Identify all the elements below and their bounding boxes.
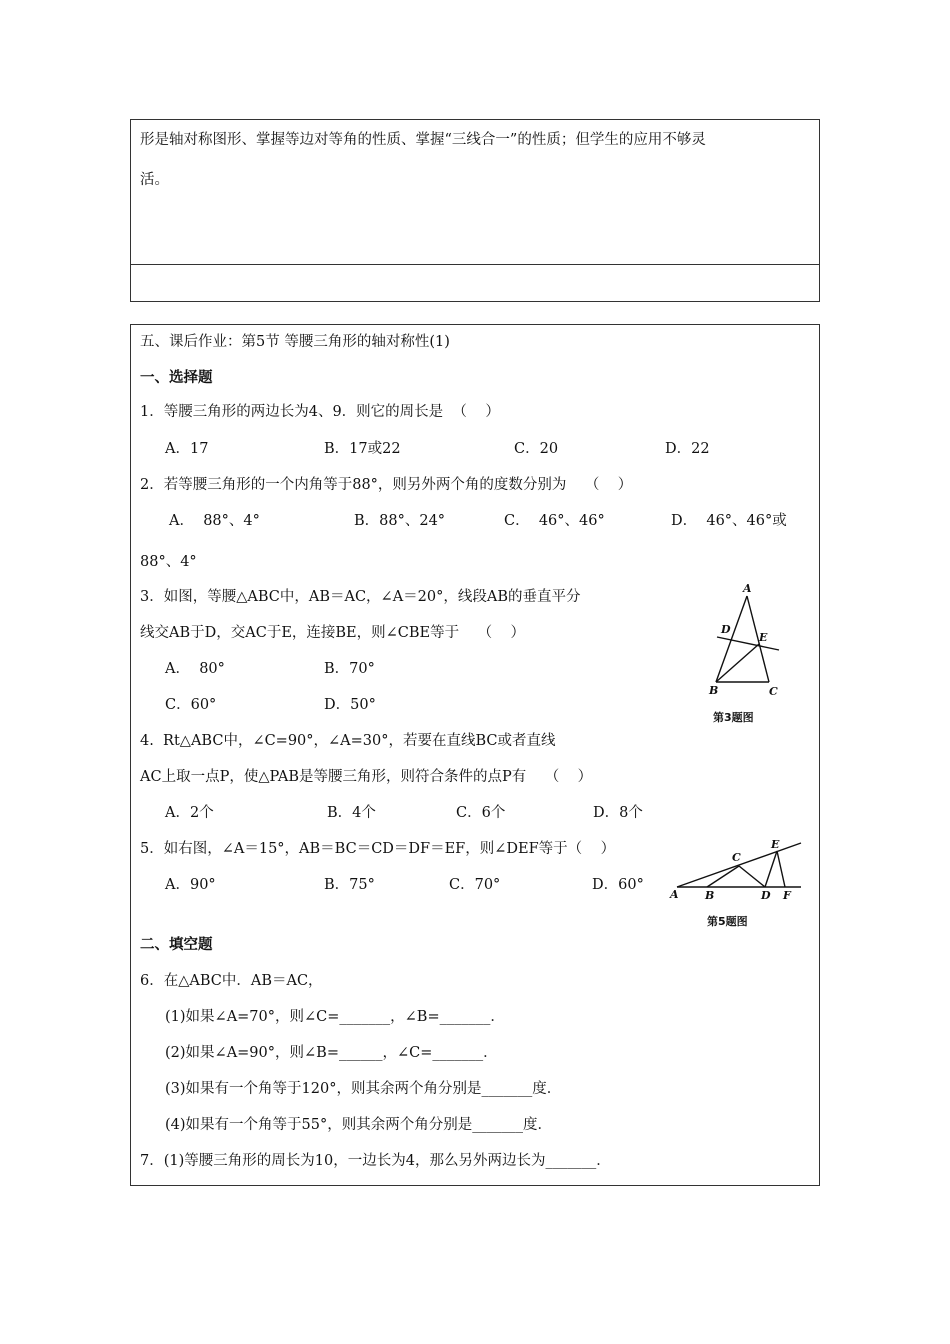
question-3-option-a: A． 80° — [165, 661, 225, 677]
q5-label-b: B — [705, 889, 715, 902]
q5-upper-ray — [677, 843, 801, 887]
q3-label-c: C — [769, 685, 778, 698]
question-4-option-b: B．4个 — [327, 805, 376, 821]
q3-label-b: B — [709, 684, 719, 697]
question-3-option-c: C．60° — [165, 697, 217, 713]
question-5-figure-caption: 第5题图 — [707, 915, 748, 928]
section-choice-title: 一、选择题 — [140, 370, 213, 386]
top-text-box — [130, 119, 820, 302]
q5-label-c: C — [732, 851, 741, 864]
question-6-stem: 6．在△ABC中．AB＝AC， — [140, 973, 323, 989]
question-3-figure-caption: 第3题图 — [713, 711, 754, 724]
question-2-option-b: B．88°、24° — [354, 513, 446, 529]
q5-segment-de — [765, 851, 777, 887]
question-3-stem-line-1: 3．如图，等腰△ABC中，AB＝AC，∠A＝20°，线段AB的垂直平分 — [140, 589, 581, 605]
question-5-option-b: B．75° — [324, 877, 375, 893]
top-text-line-2: 活。 — [140, 172, 169, 188]
q5-segment-cd — [739, 866, 765, 887]
question-3-figure — [699, 581, 809, 701]
q5-label-d: D — [761, 889, 771, 902]
question-5-option-d: D．60° — [592, 877, 644, 893]
question-3-option-d: D．50° — [324, 697, 376, 713]
question-4-option-d: D．8个 — [593, 805, 643, 821]
question-1-option-b: B．17或22 — [324, 441, 401, 457]
question-4-stem-line-2: AC上取一点P，使△PAB是等腰三角形，则符合条件的点P有 （ ） — [140, 769, 593, 785]
question-2-continuation: 88°、4° — [140, 554, 197, 570]
question-6-part-2: (2)如果∠A=90°，则∠B=______，∠C=_______． — [165, 1045, 498, 1061]
question-5-option-a: A．90° — [165, 877, 216, 893]
homework-box — [130, 324, 820, 1186]
question-1-stem: 1．等腰三角形的两边长为4、9．则它的周长是 （ ） — [140, 404, 500, 420]
question-6-part-3: (3)如果有一个角等于120°，则其余两个角分别是_______度． — [165, 1081, 562, 1097]
question-4-option-a: A．2个 — [165, 805, 214, 821]
q5-segment-bc — [707, 866, 739, 887]
q5-label-e: E — [771, 838, 780, 851]
q3-label-e: E — [759, 631, 768, 644]
question-6-part-4: (4)如果有一个角等于55°，则其余两个角分别是_______度． — [165, 1117, 552, 1133]
question-1-option-c: C．20 — [514, 441, 559, 457]
question-3-stem-line-2: 线交AB于D，交AC于E，连接BE，则∠CBE等于 （ ） — [140, 625, 525, 641]
q5-label-a: A — [670, 888, 679, 901]
section-fill-title: 二、填空题 — [140, 937, 213, 953]
question-4-option-c: C．6个 — [456, 805, 506, 821]
q5-label-f: F — [783, 889, 791, 902]
question-2-option-a: A． 88°、4° — [169, 513, 260, 529]
q3-label-a: A — [743, 582, 752, 595]
q3-label-d: D — [721, 623, 731, 636]
q5-segment-ef — [777, 851, 785, 887]
question-4-stem-line-1: 4. Rt△ABC中，∠C=90°，∠A=30°，若要在直线BC或者直线 — [140, 733, 556, 749]
question-5-stem: 5．如右图，∠A＝15°，AB＝BC＝CD＝DF＝EF，则∠DEF等于（ ） — [140, 841, 616, 857]
question-2-option-d: D． 46°、46°或 — [671, 513, 787, 529]
question-2-stem: 2．若等腰三角形的一个内角等于88°，则另外两个角的度数分别为 （ ） — [140, 477, 633, 493]
question-5-figure — [667, 835, 812, 905]
question-5-option-c: C．70° — [449, 877, 501, 893]
top-text-line-1: 形是轴对称图形、掌握等边对等角的性质、掌握“三线合一”的性质；但学生的应用不够灵 — [140, 132, 706, 148]
question-3-option-b: B．70° — [324, 661, 375, 677]
question-6-part-1: (1)如果∠A=70°，则∠C=_______，∠B=_______． — [165, 1009, 505, 1025]
question-7-stem: 7．(1)等腰三角形的周长为10，一边长为4，那么另外两边长为_______． — [140, 1153, 611, 1169]
homework-title: 五、课后作业：第5节 等腰三角形的轴对称性(1) — [140, 334, 450, 350]
question-1-option-a: A．17 — [165, 441, 209, 457]
top-box-divider — [131, 264, 819, 265]
question-2-option-c: C． 46°、46° — [504, 513, 605, 529]
q3-perpendicular-bisector — [717, 637, 779, 650]
question-1-option-d: D．22 — [665, 441, 710, 457]
